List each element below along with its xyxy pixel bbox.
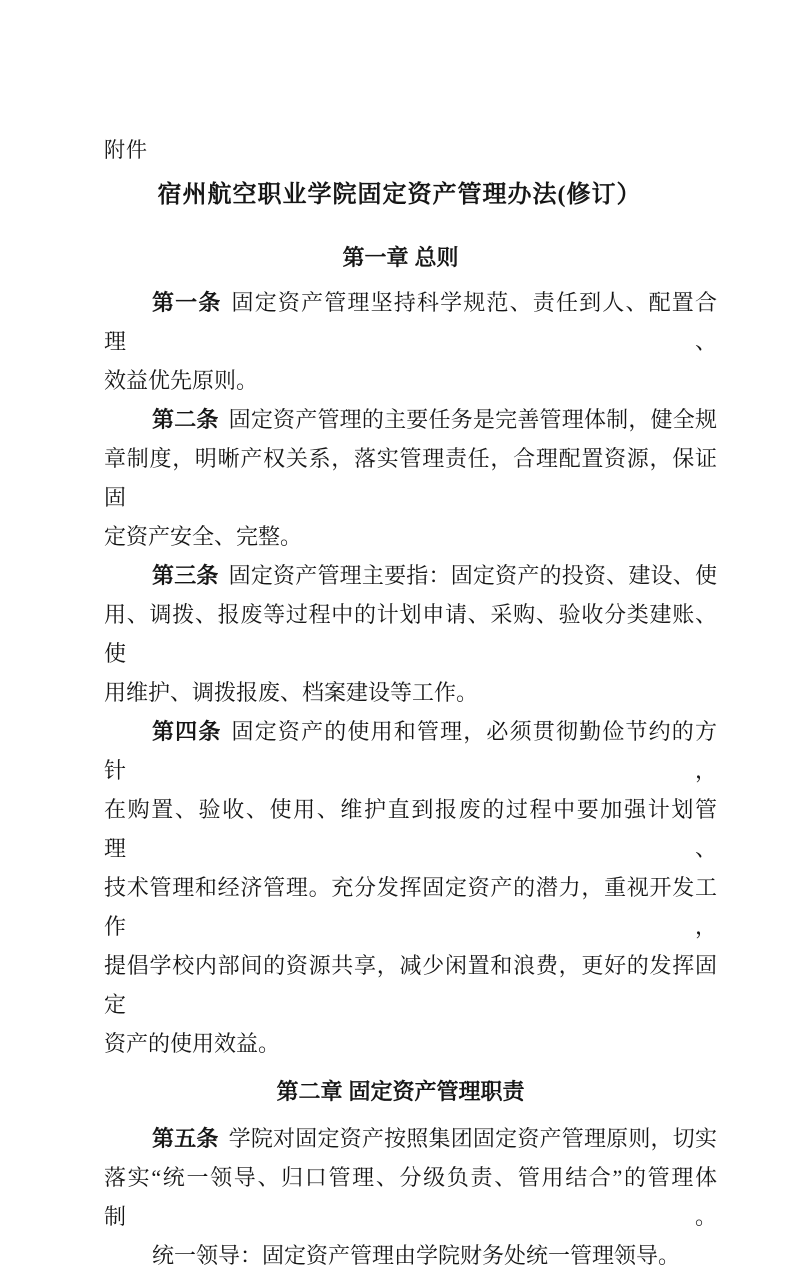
line-text: 在购置、验收、使用、维护直到报废的过程中要加强计划管理、 [104,797,717,861]
document-title: 宿州航空职业学院固定资产管理办法(修订） [157,182,642,208]
line-text: 固定资产管理主要指：固定资产的投资、建设、使 [228,563,717,588]
body-line [104,595,717,673]
body-line [104,868,717,946]
body-line [104,361,717,400]
chapter-heading: 第二章 固定资产管理职责 [276,1079,525,1104]
chapter-heading: 第一章 总则 [342,245,459,270]
line-text: 固定资产的使用和管理，必须贯彻勤俭节约的方针， [104,719,717,783]
line-text: 学院对固定资产按照集团固定资产管理原则，切实 [228,1126,717,1151]
line-text: 用维护、调拨报废、档案建设等工作。 [104,680,479,705]
article-label: 第二条 [152,407,219,432]
body-line [104,790,717,868]
line-text: 固定资产管理坚持科学规范、责任到人、配置合理、 [104,290,717,354]
body-line [104,400,717,439]
line-text: 提倡学校内部间的资源共享，减少闲置和浪费，更好的发挥固定 [104,953,717,1017]
line-text: 定资产安全、完整。 [104,524,303,549]
line-text: 用、调拨、报废等过程中的计划申请、采购、验收分类建账、使 [104,602,717,666]
article-label: 第三条 [152,563,219,588]
body-line [104,712,717,790]
document-body [104,238,717,1275]
attachment-label: 附件 [104,138,148,162]
body-line [104,283,717,361]
body-line [104,517,717,556]
body-line [104,1119,717,1158]
line-text: 技术管理和经济管理。充分发挥固定资产的潜力，重视开发工作， [104,875,717,939]
body-line [104,1236,717,1275]
line-text: 效益优先原则。 [104,368,259,393]
body-line [104,1024,717,1063]
body-line [104,946,717,1024]
line-text: 章制度，明晰产权关系，落实管理责任，合理配置资源，保证固 [104,446,717,510]
line-text: 落实“统一领导、归口管理、分级负责、管用结合”的管理体制。 [104,1165,717,1229]
line-text: 固定资产管理的主要任务是完善管理体制，健全规 [228,407,717,432]
line-text: 资产的使用效益。 [104,1031,281,1056]
article-label: 第四条 [152,719,222,744]
body-line [104,556,717,595]
body-line [104,1158,717,1236]
article-label: 第五条 [152,1126,219,1151]
body-line [104,439,717,517]
article-label: 第一条 [152,290,222,315]
body-line [104,673,717,712]
line-text: 统一领导：固定资产管理由学院财务处统一管理领导。 [152,1243,681,1268]
